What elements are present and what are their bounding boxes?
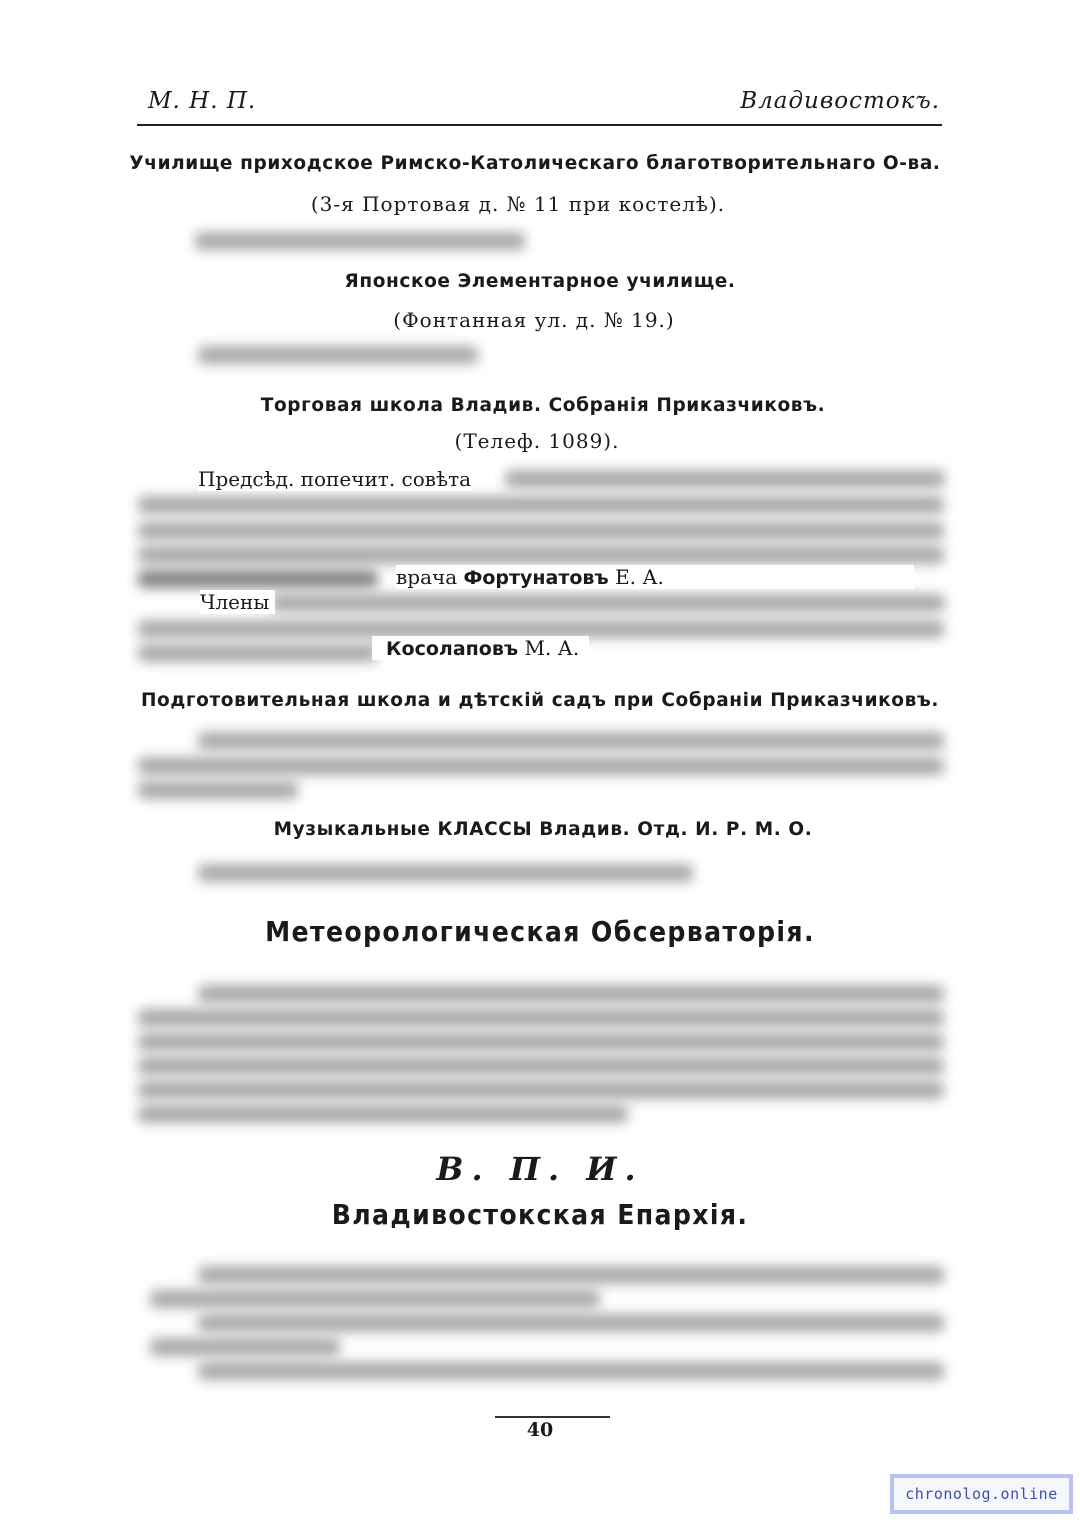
redacted-text [195,232,525,250]
japanese-school-address: (Фонтанная ул. д. № 19.) [393,308,675,332]
redacted-text [138,1057,944,1075]
redacted-text [198,346,478,364]
redacted-text [138,781,298,799]
redacted-text [138,522,944,540]
prep-school-title: Подготовительная школа и дѣтскій садъ при Собраніи Приказчиковъ. [140,690,940,711]
redacted-text [150,1338,340,1356]
catholic-school-address: (3-я Портовая д. № 11 при костелѣ). [310,192,726,216]
member-initials: М. А. [524,636,580,660]
redacted-text [138,1009,944,1027]
redacted-text [138,1105,628,1123]
header-rule [137,124,942,126]
redacted-text [198,732,944,750]
japanese-school-title: Японское Элементарное училище. [344,271,736,292]
music-classes-title: Музыкальные КЛАССЫ Владив. Отд. И. Р. М. О. [273,819,813,840]
redacted-text [138,757,944,775]
redacted-text [198,1362,944,1380]
page-header [140,88,940,124]
watermark-text[interactable]: chronolog.online [894,1478,1069,1510]
redacted-text [198,985,944,1003]
doctor-name: Фортунатовъ [463,567,609,589]
doctor-line [396,565,914,589]
eparchy-title: Владивостокская Епархія. [331,1198,749,1231]
redacted-text [138,546,944,564]
redacted-text [138,570,378,588]
redacted-text [198,1266,944,1284]
members-label: Члены [200,590,275,614]
redacted-text [505,470,945,488]
observatory-title: Метеорологическая Обсерваторія. [265,915,815,948]
page-number: 40 [526,1419,554,1441]
redacted-text [198,864,693,882]
redacted-text [150,1290,600,1308]
redacted-text [270,594,945,612]
header-ministry: М. Н. П. [148,88,257,114]
redacted-text [138,1033,944,1051]
member-line [372,636,589,660]
watermark-badge[interactable] [890,1474,1073,1514]
vpi-heading: В. П. И. [436,1150,644,1188]
catholic-school-title: Училище приходское Римско-Католическаго благотворительнаго О-ва. [129,153,941,174]
doctor-initials: Е. А. [615,565,664,589]
header-city: Владивостокъ. [740,88,940,114]
member-name: Косолаповъ [386,638,519,660]
trade-school-title: Торговая школа Владив. Собранія Приказчиковъ. [260,395,826,416]
chair-label: Предсѣд. попечит. совѣта [198,467,472,491]
redacted-text [138,644,378,662]
redacted-text [138,496,944,514]
footer-rule [495,1416,610,1418]
doctor-label: врача [396,565,458,589]
trade-school-phone: (Телеф. 1089). [454,429,620,453]
redacted-text [138,1081,944,1099]
redacted-text [198,1314,944,1332]
